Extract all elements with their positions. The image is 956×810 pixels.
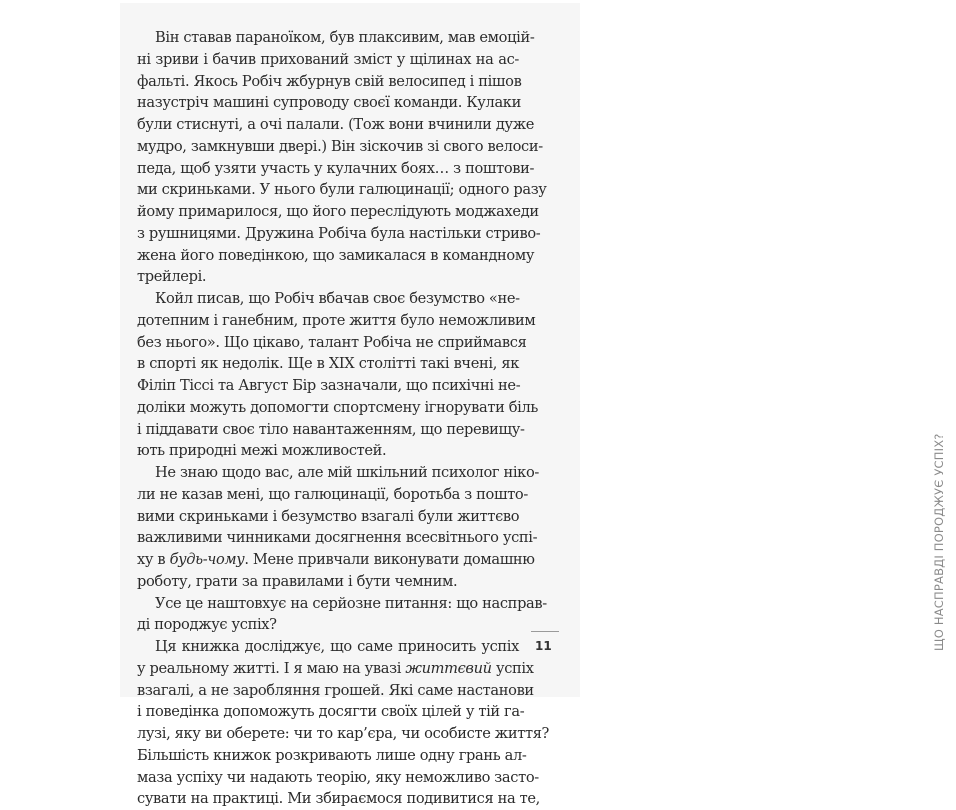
- text-line: вими скриньками і безумство взагалі були життєво: [137, 507, 520, 525]
- text-line: і піддавати своє тіло навантаженням, що перевищу-: [137, 420, 525, 438]
- text-line: педа, щоб узяти участь у кулачних боях… з поштови-: [137, 159, 535, 177]
- text-run: . Мене привчали виконувати домашню: [244, 551, 535, 568]
- text-line: жена його поведінкою, що замикалася в командному: [137, 246, 535, 264]
- page-margin: [523, 3, 946, 697]
- text-line: з рушницями. Дружина Робіча була настільки стриво-: [137, 224, 541, 242]
- text-line: Не знаю щодо вас, але мій шкільний психолог ніко-: [155, 464, 539, 481]
- text-line: взагалі, а не заробляння грошей. Які саме настанови: [137, 681, 534, 699]
- text-line: сувати на практиці. Ми збираємося подивитися на те,: [137, 790, 540, 808]
- text-line: ють природні межі можливостей.: [137, 442, 387, 460]
- text-line: без нього». Що цікаво, талант Робіча не сприймався: [137, 333, 527, 351]
- text-line: йому примарилося, що його переслідують моджахеди: [137, 203, 539, 220]
- text-line: маза успіху чи надають теорію, яку неможливо засто-: [137, 768, 539, 786]
- text-line: ми скриньками. У нього були галюцинації; одного разу: [137, 181, 547, 199]
- text-run: ху в: [137, 551, 170, 568]
- text-line: Він ставав параноїком, був плаксивим, мав емоцій-: [155, 29, 535, 46]
- italic-emphasis: життєвий: [405, 659, 492, 677]
- text-line: Більшість книжок розкривають лише одну грань ал-: [137, 746, 527, 764]
- text-line: назустріч машині супроводу своєї команди. Кулаки: [137, 94, 521, 112]
- text-line: і поведінка допоможуть досягти своїх цілей у тій га-: [137, 703, 525, 721]
- text-line: в спорті як недолік. Ще в XIX столітті такі вчені, як: [137, 355, 519, 373]
- running-head: [926, 403, 956, 653]
- text-line: роботу, грати за правилами і бути чемним.: [137, 572, 458, 590]
- text-line: ли не казав мені, що галюцинації, боротьба з пошто-: [137, 485, 528, 503]
- text-line: мудро, замкнувши двері.) Він зіскочив зі свого велоси-: [137, 137, 543, 155]
- text-line: [137, 549, 535, 571]
- text-line: Койл писав, що Робіч вбачав своє безумство «не-: [155, 290, 520, 307]
- running-head-text: ЩО НАСПРАВДІ ПОРОДЖУЄ УСПІХ?: [932, 433, 946, 651]
- running-head-rule: [531, 631, 559, 632]
- text-line: ді породжує успіх?: [137, 616, 277, 634]
- text-line: трейлері.: [137, 268, 207, 286]
- text-line: доліки можуть допомогти спортсмену ігнорувати біль: [137, 398, 539, 416]
- text-line: були стиснуті, а очі палали. (Тож вони вчинили дуже: [137, 116, 535, 133]
- text-line: лузі, яку ви оберете: чи то кар’єра, чи особисте життя?: [137, 725, 550, 742]
- text-line: Ця книжка досліджує, що саме приносить успіх: [155, 638, 519, 655]
- text-line: дотепним і ганебним, проте життя було неможливим: [137, 311, 536, 329]
- text-run: у реальному житті. І я маю на увазі: [137, 659, 406, 677]
- text-line: фальті. Якось Робіч жбурнув свій велосипед і пішов: [137, 72, 522, 90]
- text-line: важливими чинниками досягнення всесвітнього успі-: [137, 529, 538, 547]
- page-number: 11: [535, 639, 552, 653]
- book-page: [120, 3, 946, 808]
- text-run: успіх: [491, 659, 534, 677]
- text-line: Філіп Тіссі та Август Бір зазначали, що психічні не-: [137, 377, 521, 394]
- text-line: Усе це наштовхує на серйозне питання: що насправ-: [155, 594, 547, 612]
- text-line: [137, 658, 534, 680]
- text-line: ні зриви і бачив прихований зміст у щілинах на ас-: [137, 50, 519, 68]
- italic-emphasis: будь-чому: [169, 551, 245, 568]
